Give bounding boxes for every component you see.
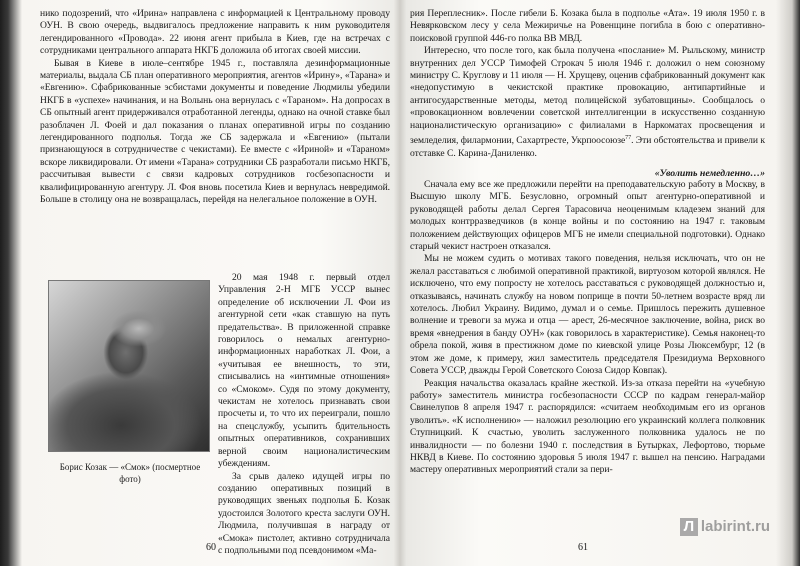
watermark-text: labirint.ru bbox=[700, 517, 770, 535]
watermark-logo-icon: Л bbox=[680, 518, 698, 536]
right-paragraph-1: рия Переплесник». После гибели Б. Козака была в подполье «Ата». 19 июля 1950 г. в Невярковском лесу у села Межиричье на Ровенщине погибла в бою с оперативно-поисковой группой 446-го полка ВВ МВД. bbox=[410, 8, 765, 44]
left-paragraph-4: За срыв далеко идущей игры по созданию оперативных позиций в руководящих звеньях подполья Б. Козак удостоился Золотого креста заслуги ОУН. Людмила, получившая в награду от «Смока» пистолет, активно сотрудничала с подпольными под псевдонимом «Ма- bbox=[218, 470, 390, 556]
right-paragraph-3: Сначала ему все же предложили перейти на преподавательскую работу в Москву, в Высшую школу МГБ. Безусловно, огромный опыт агентурно-оперативной и руководящей работы делал Сергея Тарасовича неоценимым кладезем знаний для молодых контрразведчиков (в конце войны и по состоянию на 1947 г. таковым положением действующих офицеров МГБ не имели специальной подготовки). Однако старый чекист настроен отказался. bbox=[410, 179, 765, 253]
left-wrap-text bbox=[218, 272, 390, 557]
left-paragraph-3: 20 мая 1948 г. первый отдел Управления 2-Н МГБ УССР вынес определение об исключении Л. Фои из агентурной сети «как ставшую на путь предательства». В приложенной справке говорилось о немалых агентурно-информационных наработках Л. Фои, а «учитывая ее внешность, то эти, списывались на «интимные отношения» со «Смоком». Судя по этому документу, чекистам не хотелось признавать свои просчеты и, то что их переиграли, пошло на спецслужбу, усыпить бдительность опытных оперативников, сохранивших верной своим националистическим убеждениям. bbox=[218, 272, 390, 470]
left-page bbox=[40, 0, 390, 566]
right-paragraph-2: Интересно, что после того, как была получена «послание» М. Рыльскому, министр внутренних дел УССР Тимофей Строкач 5 июля 1946 г. доложил о нем союзному министру С. Круглову и 11 июля — Н. Хрущеву, оценив сфабрикованный документ как «недопустимую в чекистской практике провокацию, антипартийные и антигосударственные методы, метод полицейской зубатовщины». Сообщалось о «провокационном вовлечении советской интеллигенции в искусственно созданную националистическую организацию» с филиалами в Наркоматах просвещения и земледелия, филармонии, Сахартресте, Укрпоосоюзе$^{77}$. Эти обстоятельства и привели к отставке С. Карина-Даниленко. bbox=[410, 45, 765, 159]
footnote-mark: 77 bbox=[625, 135, 632, 142]
left-paragraph-1: нико подозрений, что «Ирина» направлена с информацией к Центральному проводу ОУН. В свою очередь, выдвигалось предложение направить к ним руководителя легендированного «Провода». 22 июня агент прибыла в Киев, где на встречах с сотрудниками центрального аппарата НКГБ доложила об итогах своей миссии. bbox=[40, 8, 390, 57]
portrait-photo bbox=[48, 280, 210, 452]
right-paragraph-4: Мы не можем судить о мотивах такого поведения, нельзя исключать, что он не желал расставаться с любимой оперативной практикой, виртуозом которой являлся. Не исключено, что ему попросту не хотелось расставаться с руководящей должностью и, отказываясь, начинать службу на новом поприще в почти 50-летнем возрасте вряд ли хотелось. Любил Украину. Видимо, думал и о семье. Пришлось пережить душевное волнение и тревоги за мужа и отца — арест, 26-месячное заключение, война, риск во время «внедрения в банду ОУН» (как говорилось в характеристике). Семья наконец-то обрела покой, живя в престижном доме по киевской улице Розы Люксембург, 12 (в этом же доме, к примеру, жил заместитель председателя Президиума Верховного Совета УССР, дважды Герой Советского Союза Сидор Ковпак). bbox=[410, 253, 765, 377]
left-paragraph-2: Бывая в Киеве в июле–сентябре 1945 г., поставляла дезинформационные материалы, выдала СБ план оперативного мероприятия, агентов «Ирину», «Тарана» и «Евгению». Сфабрикованные эсбистами документы и поведение Людмилы убедили НКГБ в «успехе» начинания, и на Волынь она вернулась с «Тараном». На допросах в СБ опытный агент придерживался отработанной легенды, однако на очной ставке был разоблачен Л. Фоей и дал показания о планах оперативной игры по созданию легендированного подполья. Тогда же СБ задержала и «Евгению» (пытали признающуюся в сотрудничестве с чекистами). Ее вместе с «Ириной» и «Тараном» вскоре ликвидировали. От имени «Тарана» сотрудники СБ разработали письмо НКГБ, рассчитывая вывести с связи кадровых сотрудников госбезопасности и квалифицированную агентуру. Л. Фоя вновь посетила Киев и вернулась невредимой. Больше в столицу она не возвращалась, перейдя на нелегальное положение в ОУН. bbox=[40, 57, 390, 206]
right-bottom-text bbox=[410, 168, 765, 477]
labirint-watermark bbox=[680, 518, 770, 536]
right-top-text bbox=[410, 8, 765, 160]
right-paragraph-5: Реакция начальства оказалась крайне жесткой. Из-за отказа перейти на «учебную работу» заместитель министра госбезопасности СССР по кадрам генерал-майор Свинелупов 8 апреля 1947 г. распорядился: «считаем необходимым его из органов уволить». «К исполнению» — наложил резолюцию его украинский коллега полковник Ступницкий. К счастью, уволить заслуженного полковника удалось не по инвалидности — по болезни 1940 г. последствия в Бутырках, Лефортово, тюрьме НКВД в Киеве. По состоянию здоровья 5 июля 1947 г. вышел на пенсию. Наградами мастеру оперативных мероприятий стали за пери- bbox=[410, 377, 765, 476]
right-page bbox=[410, 0, 765, 566]
section-heading: «Уволить немедленно…» bbox=[654, 168, 765, 179]
photo-caption: Борис Козак — «Смок» (посмертное фото) bbox=[59, 462, 201, 484]
page-number-right: 61 bbox=[578, 542, 588, 553]
left-top-text bbox=[40, 8, 390, 207]
page-number-left: 60 bbox=[206, 542, 216, 553]
